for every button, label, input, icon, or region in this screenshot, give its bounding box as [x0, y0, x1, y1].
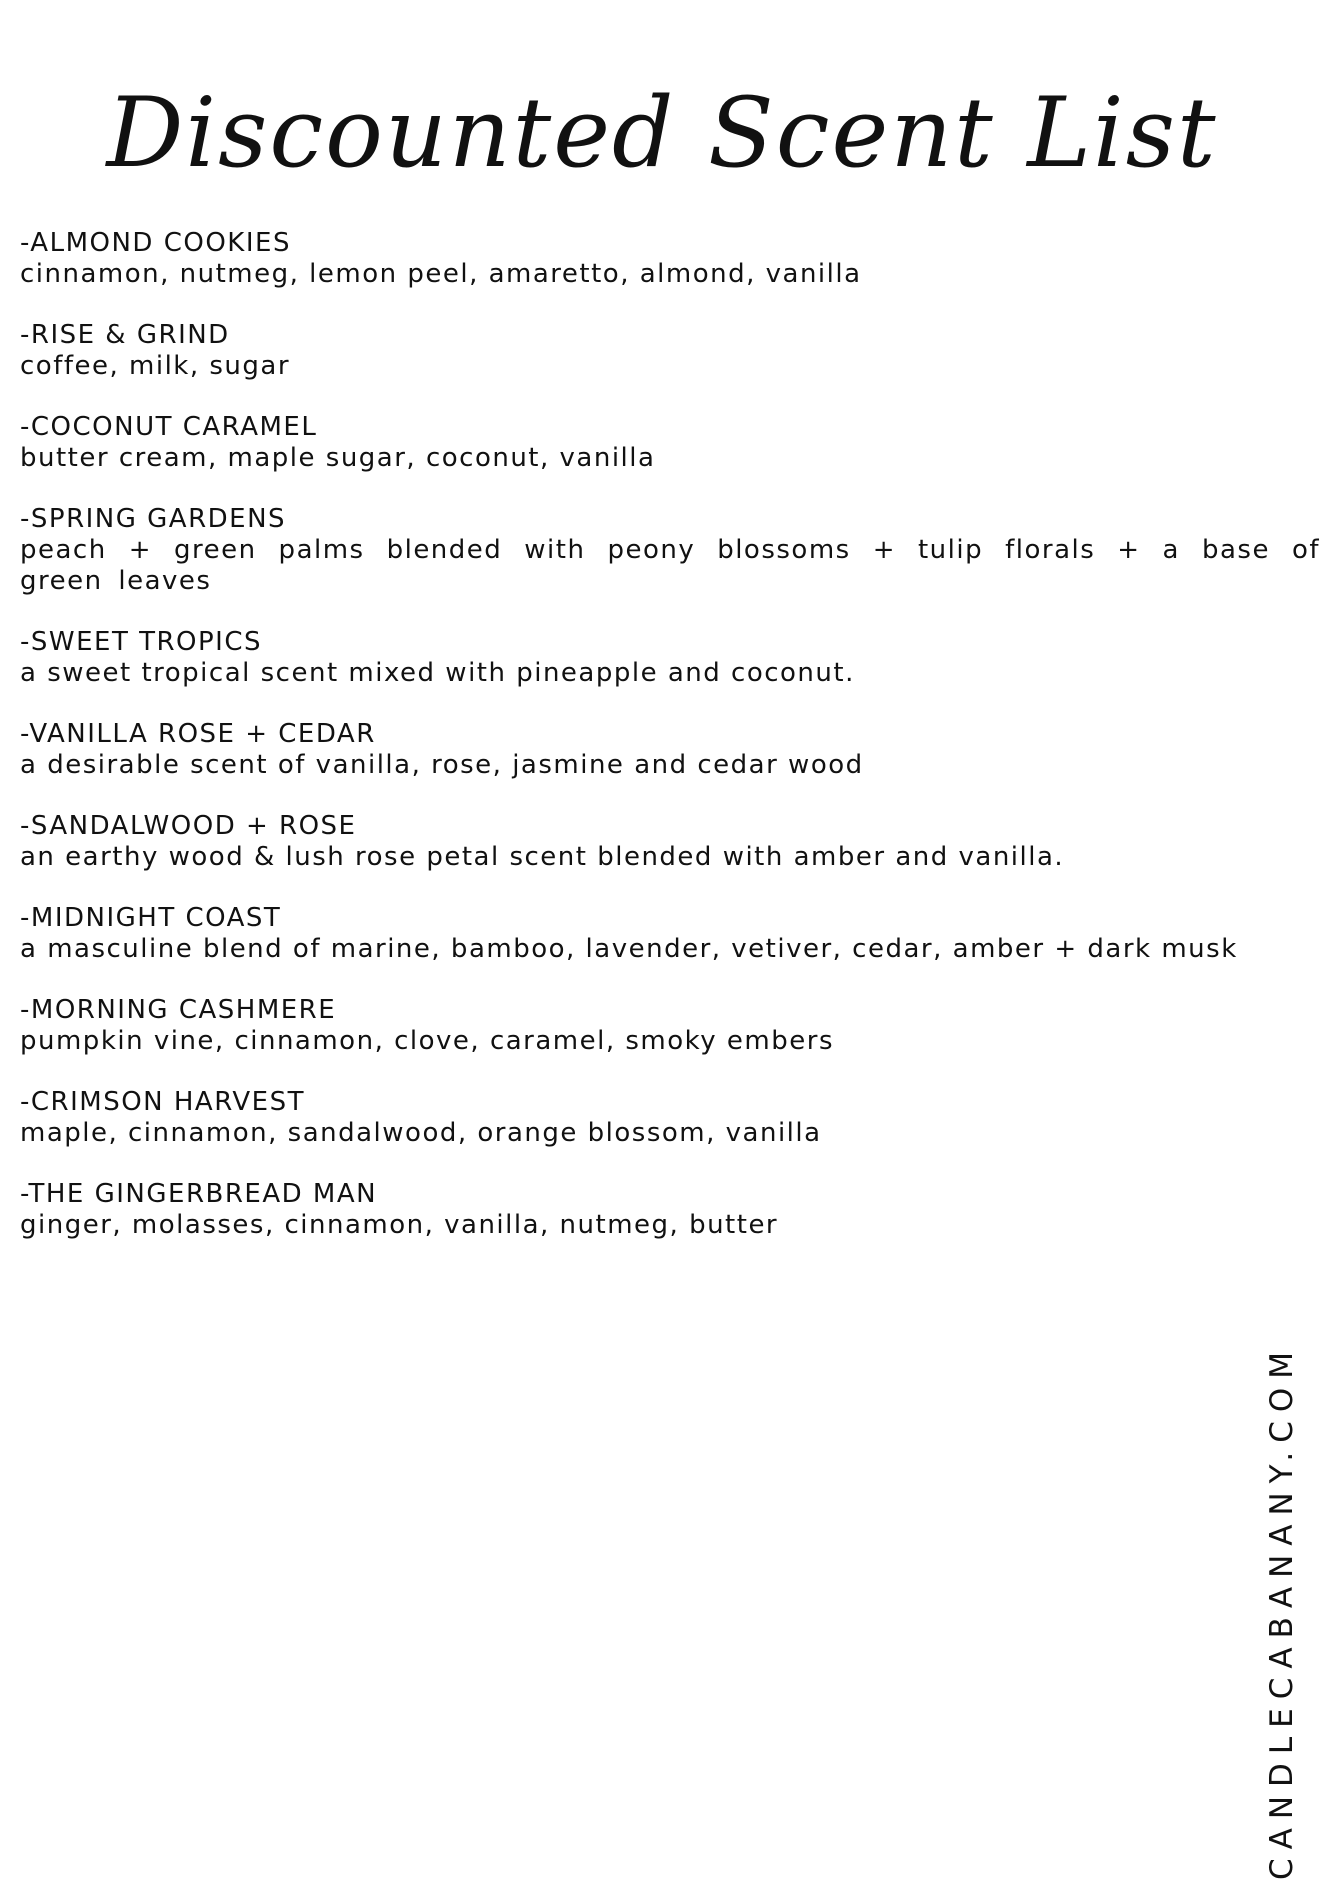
scent-name: -COCONUT CARAMEL: [20, 412, 318, 442]
scent-notes: coffee, milk, sugar: [20, 351, 291, 381]
scent-entry: [20, 903, 1322, 965]
scent-name: -RISE & GRIND: [20, 320, 230, 350]
scent-notes: maple, cinnamon, sandalwood, orange blossom, vanilla: [20, 1118, 822, 1148]
website-url: CANDLECABANANY.COM: [1264, 1343, 1300, 1880]
scent-name: -MIDNIGHT COAST: [20, 903, 282, 933]
page-title: Discounted Scent List: [106, 77, 1218, 189]
scent-name: -SPRING GARDENS: [20, 504, 287, 534]
scent-entry: [20, 627, 1322, 689]
scent-list: [20, 228, 1322, 1241]
scent-name: -CRIMSON HARVEST: [20, 1087, 305, 1117]
scent-notes: ginger, molasses, cinnamon, vanilla, nutmeg, butter: [20, 1210, 779, 1240]
scent-entry: [20, 1087, 1322, 1149]
scent-name: -ALMOND COOKIES: [20, 228, 291, 258]
scent-notes: pumpkin vine, cinnamon, clove, caramel, smoky embers: [20, 1026, 834, 1056]
scent-notes: peach + green palms blended with peony blossoms + tulip florals + a base of green leaves: [20, 535, 1320, 596]
scent-notes: butter cream, maple sugar, coconut, vanilla: [20, 443, 656, 473]
scent-entry: [20, 504, 1322, 597]
scent-notes: a masculine blend of marine, bamboo, lavender, vetiver, cedar, amber + dark musk: [20, 934, 1238, 964]
scent-name: -MORNING CASHMERE: [20, 995, 337, 1025]
scent-entry: [20, 412, 1322, 474]
scent-entry: [20, 995, 1322, 1057]
scent-entry: [20, 228, 1322, 290]
scent-entry: [20, 320, 1322, 382]
scent-name: -SANDALWOOD + ROSE: [20, 811, 357, 841]
scent-notes: an earthy wood & lush rose petal scent blended with amber and vanilla.: [20, 842, 1065, 872]
scent-notes: a desirable scent of vanilla, rose, jasmine and cedar wood: [20, 750, 864, 780]
scent-entry: [20, 811, 1322, 873]
scent-name: -THE GINGERBREAD MAN: [20, 1179, 378, 1209]
scent-notes: cinnamon, nutmeg, lemon peel, amaretto, almond, vanilla: [20, 259, 862, 289]
scent-name: -VANILLA ROSE + CEDAR: [20, 719, 376, 749]
scent-notes: a sweet tropical scent mixed with pineapple and coconut.: [20, 658, 855, 688]
scent-entry: [20, 1179, 1322, 1241]
scent-name: -SWEET TROPICS: [20, 627, 263, 657]
scent-entry: [20, 719, 1322, 781]
